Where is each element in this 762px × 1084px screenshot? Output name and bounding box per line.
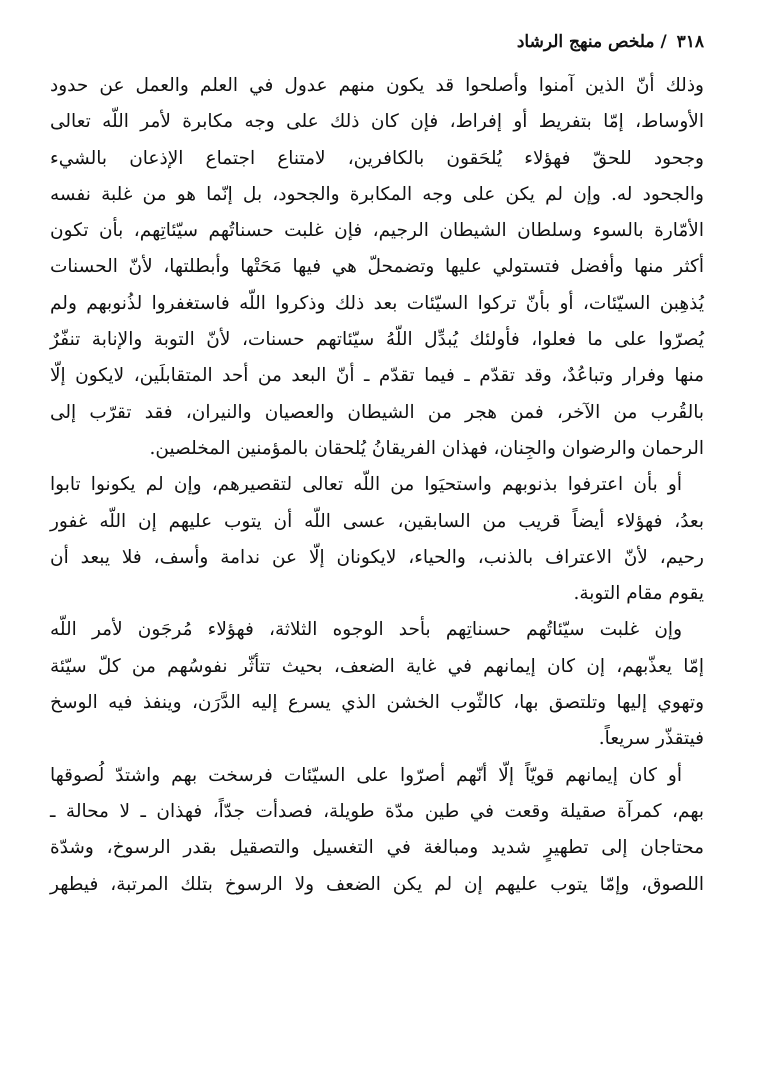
text-line: الأوساط، إمّا بتفريط أو إفراط، فإن كان ذلك على وجه مكابرة لأمر اللّه تعالى (50, 111, 704, 133)
text-line: أو بأن اعترفوا بذنوبهم واستحيَوا من اللّه تعالى لتقصيرهم، وإن لم يكونوا تابوا (50, 474, 682, 496)
text-line: وذلك أنّ الذين آمنوا وأصلحوا قد يكون منهم عدول في العلم والعمل عن حدود (50, 75, 704, 96)
page-number: ٣١٨ (676, 32, 704, 52)
text-line: يقوم مقام التوبة. (573, 583, 704, 605)
text-line: بعدُ، فهؤلاء أيضاً قريب من السابقين، عسى اللّه أن يتوب عليهم إن اللّه غفور (50, 510, 704, 532)
text-line: منها وفرار وتباعُدٌ، وقد تقدّم ـ فيما تقدّم ـ أنّ البعد من أحد المتقابلَين، لايكون إلّا (50, 365, 704, 387)
book-title: ملخص منهج الرشاد (516, 32, 655, 52)
text-line: اللصوق، وإمّا يتوب عليهم إن لم يكن الضعف ولا الرسوخ بتلك المرتبة، فيطهر (50, 873, 704, 895)
text-line: بهم، كمرآة صقيلة وقعت في طين مدّة طويلة، فصدأت جدّاً، فهذان ـ لا محالة ـ (50, 800, 704, 822)
text-line: إمّا يعذّبهم، إن كان إيمانهم في غاية الضعف، بحيث تتأثّر نفوسُهم من كلّ سيّئة (50, 655, 704, 677)
paragraph (50, 612, 704, 757)
paragraph (50, 68, 704, 467)
text-line: وتهوي إليها وتلتصق بها، كالثّوب الخشن الذي يسرع إليه الدَّرَن، وينفذ فيه الوسخ (50, 692, 704, 714)
running-header (517, 30, 704, 54)
text-line: أو كان إيمانهم قويّاً إلّا أنّهم أصرّوا على السيّئات فرسخت بهم واشتدّ لُصوقها (50, 764, 682, 786)
paragraph (50, 758, 704, 903)
text-line: يُذهِبن السيّئات، أو بأنّ تركوا السيّئات بعد ذلك وذكروا اللّه فاستغفروا لذُنوبهم ولم (50, 292, 704, 314)
text-line: الرحمان والرضوان والجِنان، فهذان الفريقانُ يُلحقان بالمؤمنين المخلصين. (149, 437, 704, 459)
text-line: والجحود له. وإن لم يكن على وجه المكابرة والجحود، بل إنّما هو من غلبة نفسه (50, 183, 704, 205)
text-line: يُصرّوا على ما فعلوا، فأولئك يُبدِّل اللّهُ سيّئاتهم حسنات، لأنّ التوبة والإنابة تنفّرٌ (50, 329, 704, 351)
text-line: وجحود للحقّ فهؤلاء يُلحَقون بالكافرين، لامتناع اجتماع الإذعان بالشيء (50, 147, 704, 169)
text-line: فيتقذّر سريعاً. (598, 728, 704, 750)
text-line: وإن غلبت سيّئاتُهم حسناتِهم بأحد الوجوه الثلاثة، فهؤلاء مُرجَون لأمر اللّه (50, 619, 682, 641)
text-line: محتاجان إلى تطهيرٍ شديد ومبالغة في التغسيل والتصقيل بقدر الرسوخ، وشدّة (50, 837, 704, 859)
body-text (50, 68, 704, 903)
header-separator: / (660, 32, 667, 52)
text-line: أكثر منها وأفضل فتستولي عليها وتضمحلّ هي فيها مَحَتْها وأبطلتها، لأنّ الحسنات (50, 256, 704, 278)
text-line: بالقُرب من الآخر، فمن هجر من الشيطان والعصيان والنيران، فقد تقرّب إلى (50, 401, 704, 423)
text-line: رحيم، لأنّ الاعتراف بالذنب، والحياء، لايكونان إلّا عن ندامة وأسف، فلا يبعد أن (50, 546, 704, 568)
paragraph (50, 467, 704, 612)
text-line: الأمّارة بالسوء وسلطان الشيطان الرجيم، فإن غلبت حسناتُهم سيّئاتِهم، بأن تكون (50, 220, 704, 242)
